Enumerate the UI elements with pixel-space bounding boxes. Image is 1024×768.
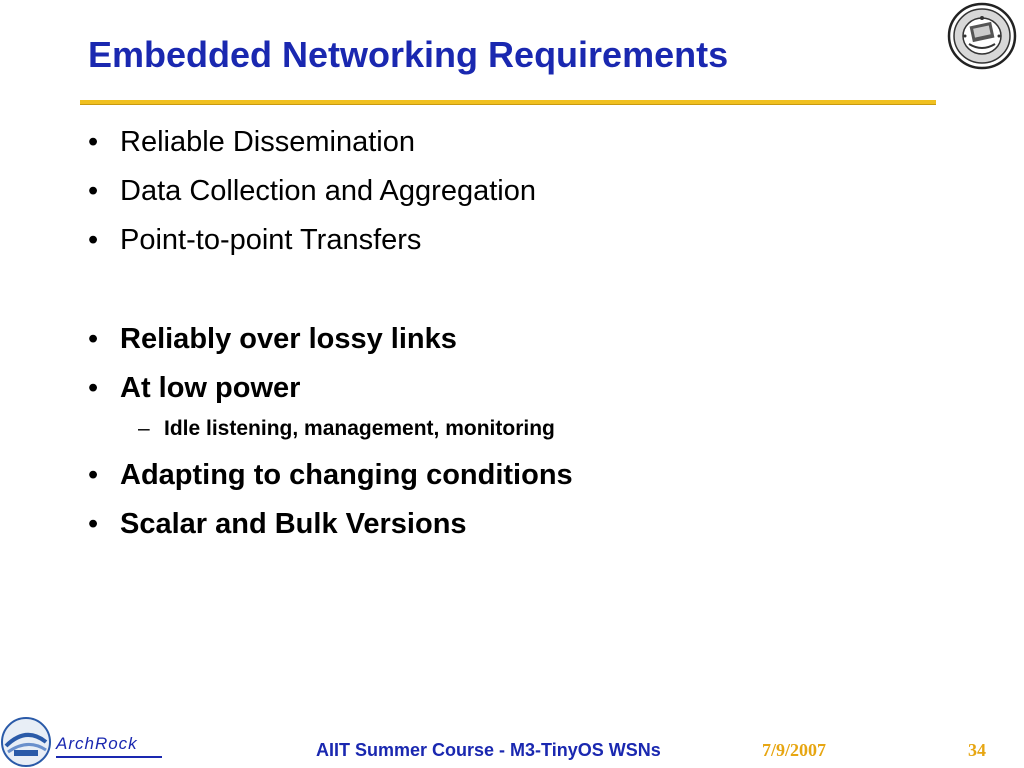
- bullet-marker: •: [88, 508, 99, 540]
- bullet-marker: •: [88, 323, 99, 355]
- sub-bullet-marker: –: [138, 417, 150, 440]
- bullet-text: Point-to-point Transfers: [120, 224, 422, 256]
- bullet-text: Reliable Dissemination: [120, 126, 415, 158]
- bullet-text: Data Collection and Aggregation: [120, 175, 536, 207]
- bullet-item: [88, 120, 948, 169]
- sub-bullet-item: [88, 415, 948, 453]
- logo-underline: [56, 756, 162, 758]
- bullet-item: [88, 169, 948, 218]
- title-underline-rule: [80, 100, 936, 105]
- bullet-item: [88, 218, 948, 267]
- bullet-text: Adapting to changing conditions: [120, 459, 573, 491]
- bullet-text: Reliably over lossy links: [120, 323, 457, 355]
- footer-course-title: AIIT Summer Course - M3-TinyOS WSNs: [316, 740, 661, 760]
- bullet-text: At low power: [120, 372, 301, 404]
- slide-title: Embedded Networking Requirements: [88, 34, 729, 75]
- archrock-logo-text: ArchRock: [56, 734, 138, 753]
- footer-page-number: 34: [968, 740, 986, 760]
- bullet-item: [88, 453, 948, 502]
- bullet-item: [88, 317, 948, 366]
- bullet-item: [88, 366, 948, 415]
- bullet-item: [88, 502, 948, 551]
- bullet-marker: •: [88, 175, 99, 207]
- bullet-spacer: [88, 267, 948, 317]
- bullet-marker: •: [88, 372, 99, 404]
- bullet-marker: •: [88, 459, 99, 491]
- bullet-marker: •: [88, 224, 99, 256]
- bullet-list: [88, 120, 948, 551]
- university-seal-icon: [947, 2, 1017, 70]
- bullet-text: Scalar and Bulk Versions: [120, 508, 467, 540]
- bullet-marker: •: [88, 126, 99, 158]
- sub-bullet-text: Idle listening, management, monitoring: [164, 417, 555, 440]
- footer-date: 7/9/2007: [762, 740, 827, 760]
